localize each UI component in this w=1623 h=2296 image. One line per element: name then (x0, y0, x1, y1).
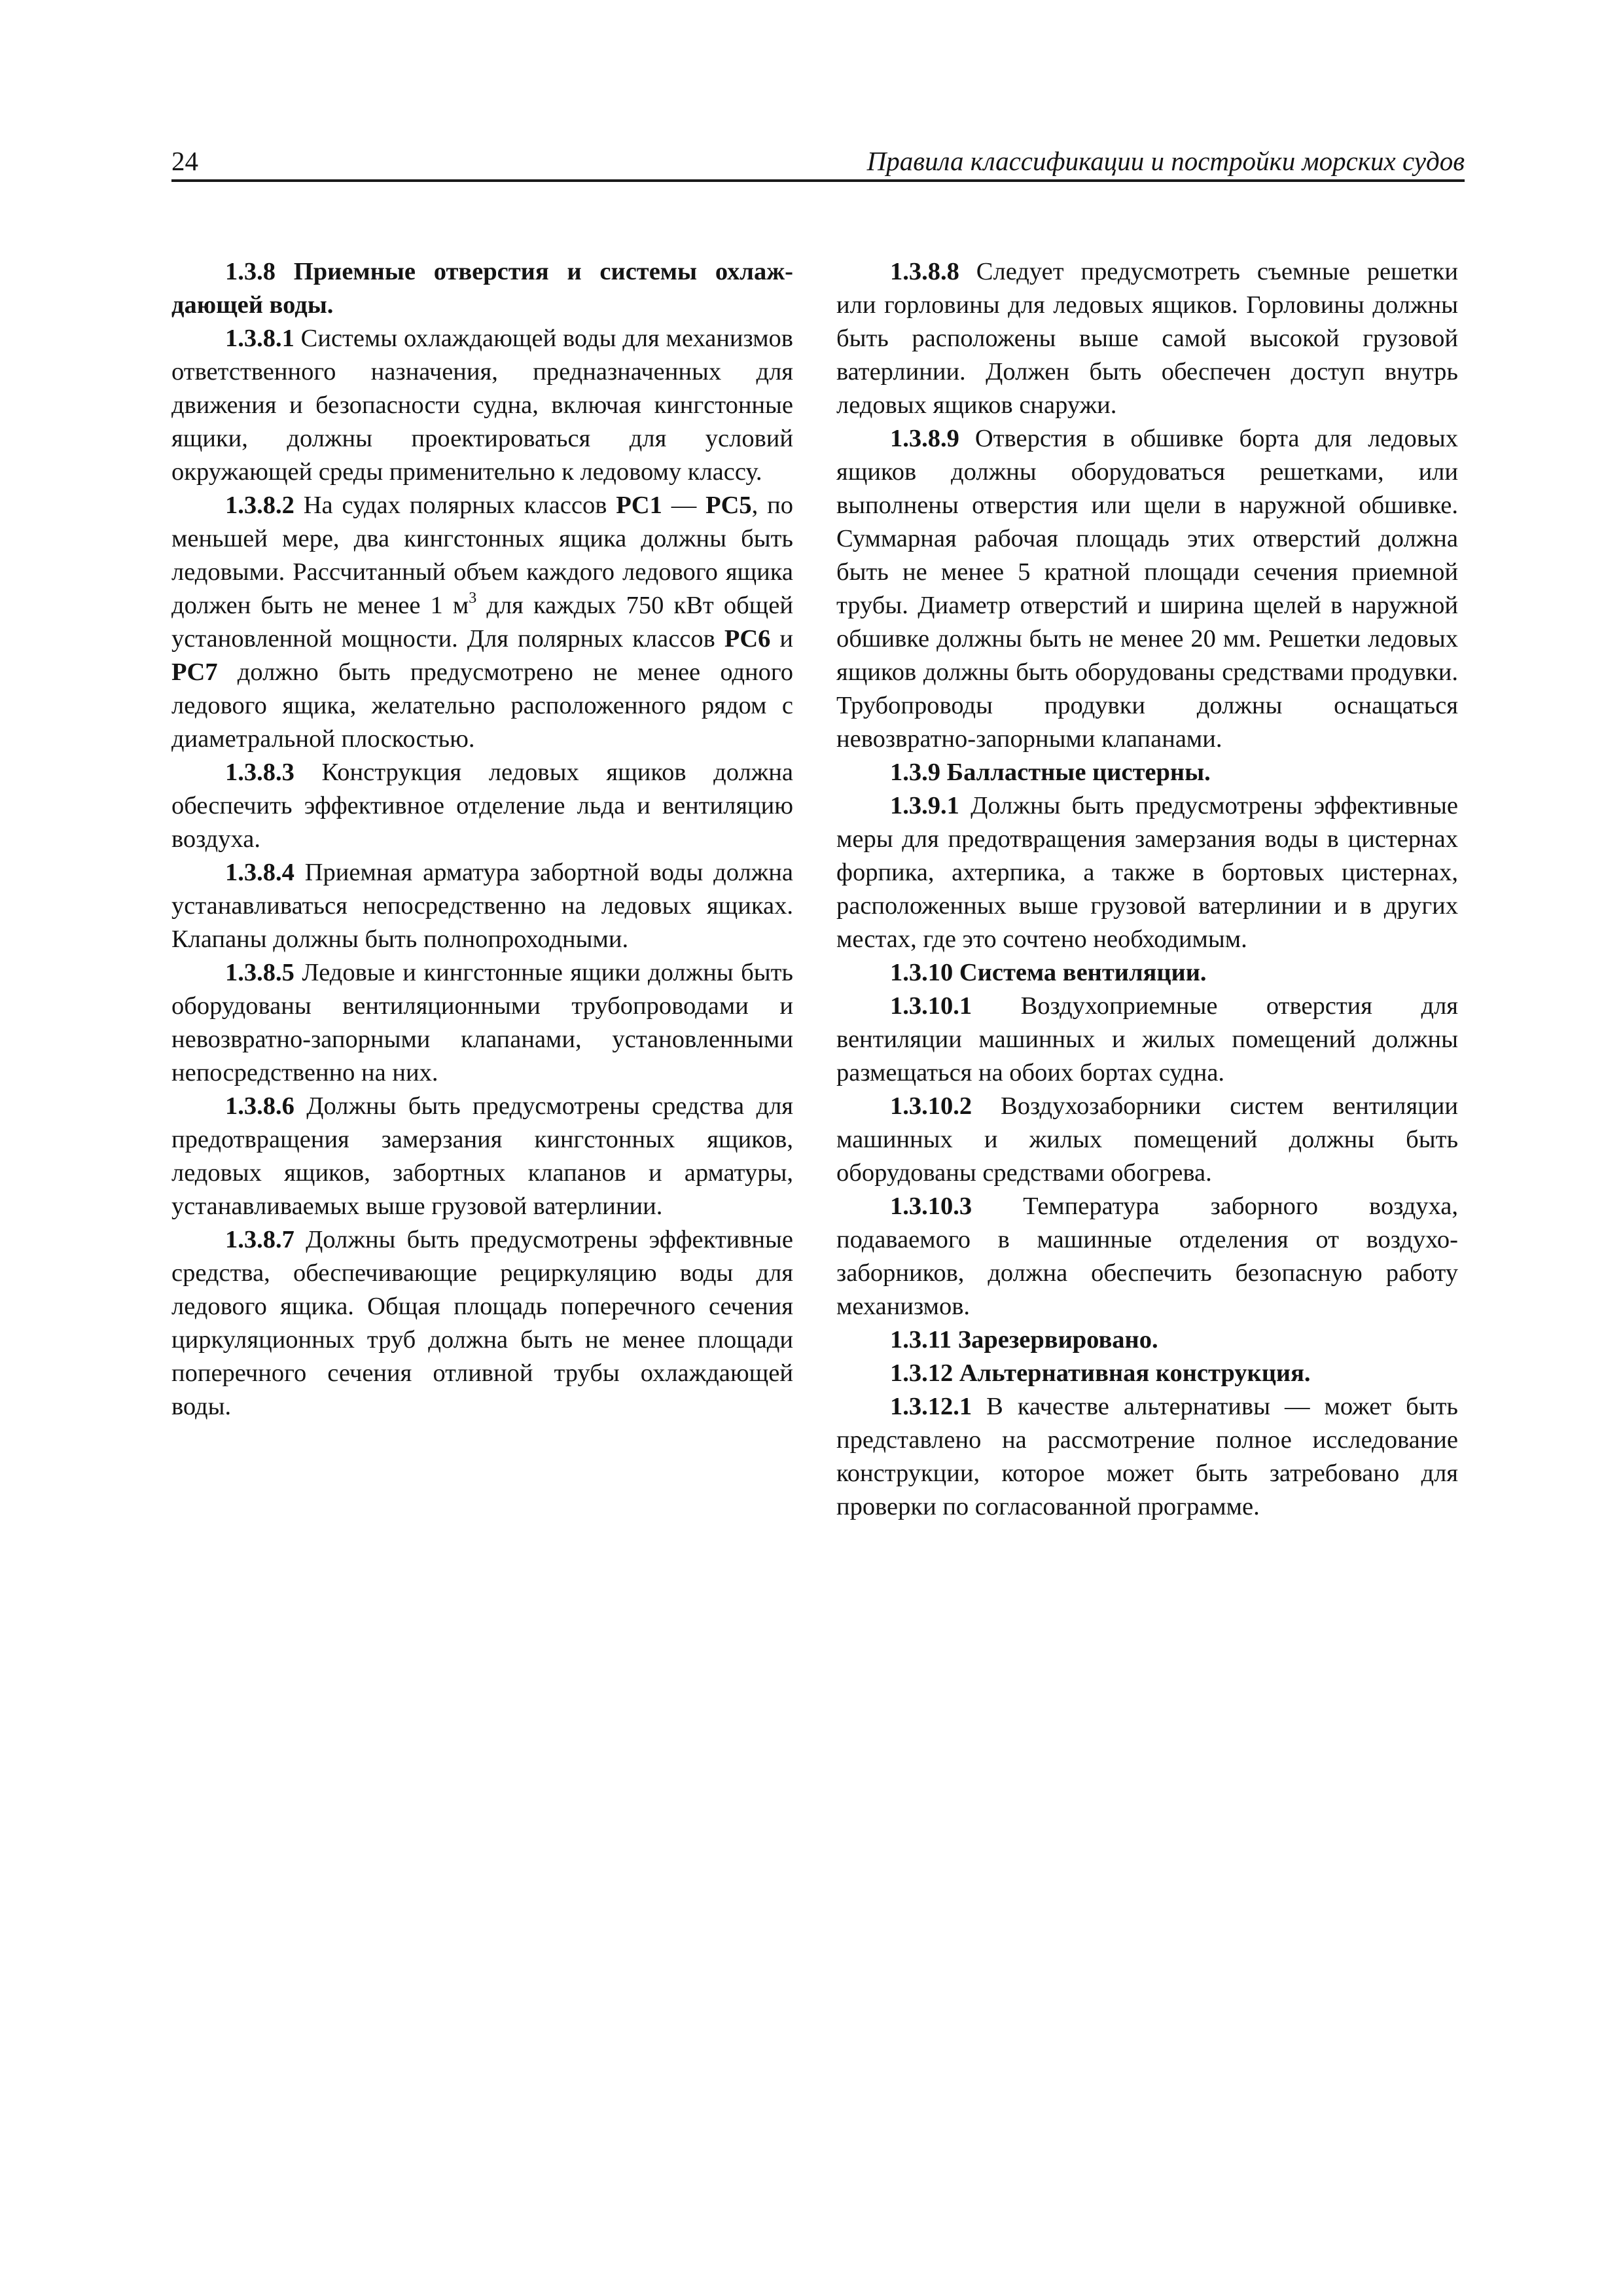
paragraph-text: Системы охлаждающей воды для механизмов ответственного назначения, предназначенных для движения и безопасности судна, включая кингстонные ящики, должны проектироваться для условий окружающей среды применительно к ледовому классу. (171, 325, 793, 486)
clause-number: 1.3.8.6 (225, 1092, 294, 1120)
paragraph-1-3-12-1 (836, 1390, 1458, 1524)
paragraph-1-3-8-9 (836, 422, 1458, 756)
paragraph-1-3-8-5 (171, 956, 793, 1090)
paragraph-1-3-8-1 (171, 322, 793, 489)
paragraph-1-3-10-1 (836, 990, 1458, 1090)
running-title: Правила классификации и постройки морских судов (866, 146, 1465, 176)
clause-number: 1.3.8.5 (225, 959, 294, 986)
clause-number: 1.3.8.9 (890, 425, 959, 452)
paragraph-text: Должны быть предусмотрены эффективные меры для предотвращения замерзания воды в цистернах форпика, ахтерпика, а также в бортовых цистернах, расположенных выше грузовой ватерлинии и в других местах, где это сочтено необходимым. (836, 792, 1458, 953)
paragraph-text: , по меньшей мере, два кингстонных ящика должны быть ледовыми. Рассчитанный объем каждого ледового ящика должен быть не менее 1 м (171, 492, 793, 619)
paragraph-text: На судах полярных классов (294, 492, 616, 519)
paragraph-text: должно быть предусмотрено не менее одного ледового ящика, желательно расположенного рядом с диаметральной плоскостью. (171, 658, 793, 753)
paragraph-1-3-10-2 (836, 1090, 1458, 1190)
paragraph-1-3-10-3 (836, 1190, 1458, 1323)
section-heading-1-3-11: 1.3.11 Зарезервировано. (890, 1326, 1158, 1354)
section-heading-1-3-12: 1.3.12 Альтернативная конструкция. (890, 1359, 1311, 1387)
page-number: 24 (171, 146, 198, 176)
paragraph-text: Воздухозаборники систем вентиляции машинных и жилых помещений должны быть оборудованы средствами обогрева. (836, 1092, 1458, 1187)
superscript-3: 3 (469, 590, 477, 607)
paragraph-text: Приемная арматура забортной воды должна устанавливаться непосредственно на ледовых ящиках. Клапаны должны быть полнопроходными. (171, 859, 793, 953)
paragraph-text: В качестве альтернативы — может быть представлено на рассмотрение полное исследование конструкции, которое может быть затребовано для проверки по согласованной программе. (836, 1393, 1458, 1520)
header-rule (171, 179, 1465, 182)
paragraph-1-3-8-3 (171, 756, 793, 856)
polar-class-pc5: PC5 (705, 492, 752, 519)
clause-number: 1.3.12.1 (890, 1393, 972, 1420)
paragraph-text: и (770, 625, 793, 653)
clause-number: 1.3.8.7 (225, 1226, 294, 1253)
left-column (171, 255, 793, 1424)
section-heading-1-3-9: 1.3.9 Балластные цистерны. (890, 759, 1211, 786)
paragraph-1-3-8-6 (171, 1090, 793, 1223)
paragraph-text: Должны быть предусмотрены эффективные средства, обеспечивающие рециркуляцию воды для ледового ящика. Общая площадь поперечного сечения циркуляционных труб должна быть не менее площади поперечного сечения отливной трубы охлаждающей воды. (171, 1226, 793, 1420)
paragraph-text: Следует предусмотреть съемные решетки или горловины для ледовых ящиков. Горловины должны быть расположены выше самой высокой грузовой ватерлинии. Должен быть обеспечен доступ внутрь ледовых ящиков снаружи. (836, 258, 1458, 419)
paragraph-text: Отверстия в обшивке борта для ледовых ящиков должны оборудоваться решетками, или выполнены отверстия или щели в наружной обшивке. Суммарная рабочая площадь этих отверстий должна быть не менее 5 кратной площади сечения приемной трубы. Диаметр отверстий и ширина щелей в наружной обшивке должны быть не менее 20 мм. Решетки ледовых ящиков должны быть оборудованы средствами продувки. Трубопроводы продувки должны оснащаться невозвратно-запорными клапанами. (836, 425, 1458, 753)
paragraph-text: для каждых 750 кВт общей установленной мощности. Для полярных классов (171, 592, 793, 653)
paragraph-text: — (662, 492, 706, 519)
clause-number: 1.3.8.1 (225, 325, 294, 352)
polar-class-pc6: PC6 (724, 625, 771, 653)
paragraph-1-3-9-1 (836, 789, 1458, 956)
right-column (836, 255, 1458, 1524)
paragraph-1-3-8-8 (836, 255, 1458, 422)
paragraph-text: Ледовые и кингстонные ящики должны быть оборудованы вентиляционными трубопроводами и невозвратно-запорными клапанами, установленными непосредственно на них. (171, 959, 793, 1086)
section-heading-1-3-8: 1.3.8 Приемные отверстия и системы охлаждающей воды. (171, 258, 793, 319)
polar-class-pc7: PC7 (171, 658, 218, 686)
clause-number: 1.3.10.1 (890, 992, 972, 1020)
clause-number: 1.3.10.2 (890, 1092, 972, 1120)
polar-class-pc1: PC1 (616, 492, 662, 519)
paragraph-1-3-8-2 (171, 489, 793, 756)
section-heading-1-3-10: 1.3.10 Система вентиляции. (890, 959, 1207, 986)
clause-number: 1.3.8.4 (225, 859, 294, 886)
paragraph-text: Воздухоприемные отверстия для вентиляции машинных и жилых помещений должны размещаться на обоих бортах судна. (836, 992, 1458, 1086)
paragraph-1-3-8-4 (171, 856, 793, 956)
paragraph-text: Конструкция ледовых ящиков должна обеспечить эффективное отделение льда и вентиляцию воздуха. (171, 759, 793, 853)
clause-number: 1.3.8.8 (890, 258, 959, 285)
clause-number: 1.3.9.1 (890, 792, 959, 819)
paragraph-text: Температура заборного воздуха, подаваемого в машинные отделения от воздухозаборников, должна обеспечить безопасную работу механизмов. (836, 1193, 1458, 1320)
clause-number: 1.3.8.2 (225, 492, 294, 519)
paragraph-1-3-8-7 (171, 1223, 793, 1424)
page-header (171, 143, 1465, 179)
clause-number: 1.3.10.3 (890, 1193, 972, 1220)
clause-number: 1.3.8.3 (225, 759, 294, 786)
paragraph-text: Должны быть предусмотрены средства для предотвращения замерзания кингстонных ящиков, ледовых ящиков, забортных клапанов и арматуры, устанавливаемых выше грузовой ватерлинии. (171, 1092, 793, 1220)
